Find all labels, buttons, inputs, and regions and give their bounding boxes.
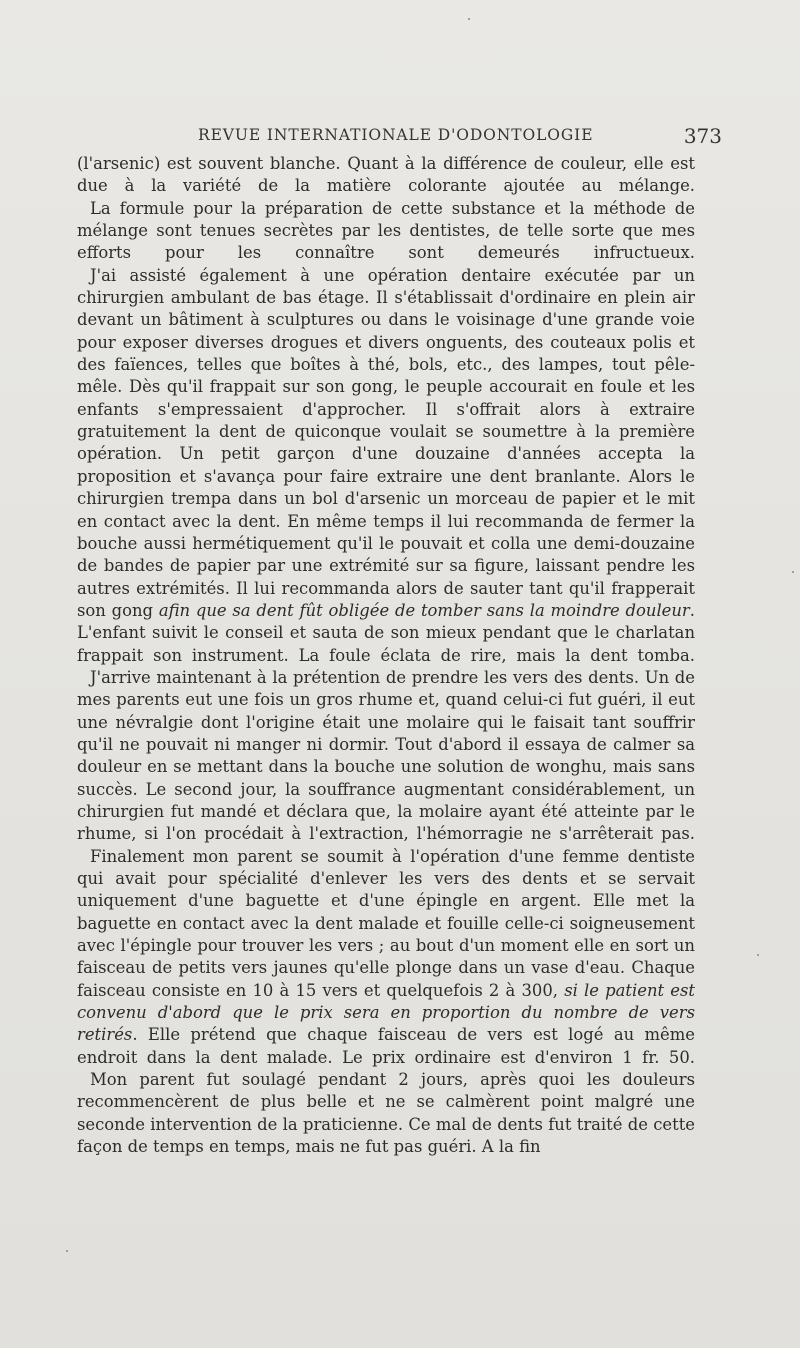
- paragraph-itinerant-surgeon: [77, 265, 695, 667]
- body-text: [77, 153, 695, 1158]
- italic-phrase: si le patient est convenu d'abord que le prix sera en proportion du nombre de vers retirés: [77, 980, 695, 1045]
- italic-phrase: afin que sa dent fût obligée de tomber sans la moindre douleur: [158, 600, 690, 620]
- text-run: . L'enfant suivit le conseil et sauta de son mieux pendant que le charlatan frappait son instrument. La foule éclata de rire, mais la dent tomba.: [77, 600, 695, 665]
- scan-speck: [66, 1250, 68, 1252]
- page-number: 373: [683, 124, 722, 148]
- paragraph-tooth-worms: [77, 667, 695, 846]
- scan-speck: [468, 18, 470, 20]
- text-run: J'arrive maintenant à la prétention de prendre les vers des dents. Un de mes parents eut une fois un gros rhume et, quand celui-ci fut guéri, il eut une névralgie dont l'origine était une molaire qui le faisait tant souffrir qu'il ne pouvait ni manger ni dormir. Tout d'abord il essaya de calmer sa douleur en se mettant dans la bouche une solution de wonghu, mais sans succès. Le second jour, la souffrance augmentant considérablement, un chirurgien fut mandé et déclara que, la molaire ayant été atteinte par le rhume, si l'on procédait à l'extraction, l'hémorragie ne s'arrêterait pas.: [77, 667, 695, 844]
- paragraph-arsenic-color: [77, 153, 695, 198]
- journal-title: REVUE INTERNATIONALE D'ODONTOLOGIE: [198, 126, 594, 144]
- paragraph-woman-dentist: [77, 846, 695, 1069]
- text-run: J'ai assisté également à une opération dentaire exécutée par un chirurgien ambulant de bas étage. Il s'établissait d'ordinaire en plein air devant un bâtiment à sculptures ou dans le voisinage d'une grande voie pour exposer diverses drogues et divers onguents, des couteaux polis et des faïences, telles que boîtes à thé, bols, etc., des lampes, tout pêle-mêle. Dès qu'il frappait sur son gong, le peuple accourait en foule et les enfants s'empressaient d'approcher. Il s'offrait alors à extraire gratuitement la dent de quiconque voulait se soumettre à la première opération. Un petit garçon d'une douzaine d'années accepta la proposition et s'avança pour faire extraire une dent branlante. Alors le chirurgien trempa dans un bol d'arsenic un morceau de papier et le mit en contact avec la dent. En même temps il lui recommanda de fermer la bouche aussi hermétiquement qu'il le pouvait et colla une demi-douzaine de bandes de papier par une extrémité sur sa figure, laissant pendre les autres extrémités. Il lui recommanda alors de sauter tant qu'il frapperait son gong: [77, 265, 695, 620]
- paragraph-secret-formula: [77, 198, 695, 265]
- scan-speck: [792, 571, 794, 573]
- text-run: (l'arsenic) est souvent blanche. Quant à la différence de couleur, elle est due à la variété de la matière colorante ajoutée au mélange.: [77, 154, 695, 196]
- running-head: [77, 126, 722, 152]
- text-run: . Elle prétend que chaque faisceau de vers est logé au même endroit dans la dent malade. Le prix ordinaire est d'environ 1 fr. 50.: [77, 1025, 695, 1067]
- text-run: Mon parent fut soulagé pendant 2 jours, après quoi les douleurs recommencèrent de plus belle et ne se calmèrent point malgré une seconde intervention de la praticienne. Ce mal de dents fut traité de cette façon de temps en temps, mais ne fut pas guéri. A la fin: [77, 1070, 695, 1157]
- text-run: La formule pour la préparation de cette substance et la méthode de mélange sont tenues secrètes par les dentistes, de telle sorte que mes efforts pour les connaître sont demeurés infructueux.: [77, 198, 695, 263]
- scan-speck: [757, 954, 759, 956]
- text-run: Finalement mon parent se soumit à l'opération d'une femme dentiste qui avait pour spécialité d'enlever les vers des dents et se servait uniquement d'une baguette et d'une épingle en argent. Elle met la baguette en contact avec la dent malade et fouille celle-ci soigneusement avec l'épingle pour trouver les vers ; au bout d'un moment elle en sort un faisceau de petits vers jaunes qu'elle plonge dans un vase d'eau. Chaque faisceau consiste en 10 à 15 vers et quelquefois 2 à 300,: [77, 846, 695, 1000]
- paragraph-relief: [77, 1069, 695, 1158]
